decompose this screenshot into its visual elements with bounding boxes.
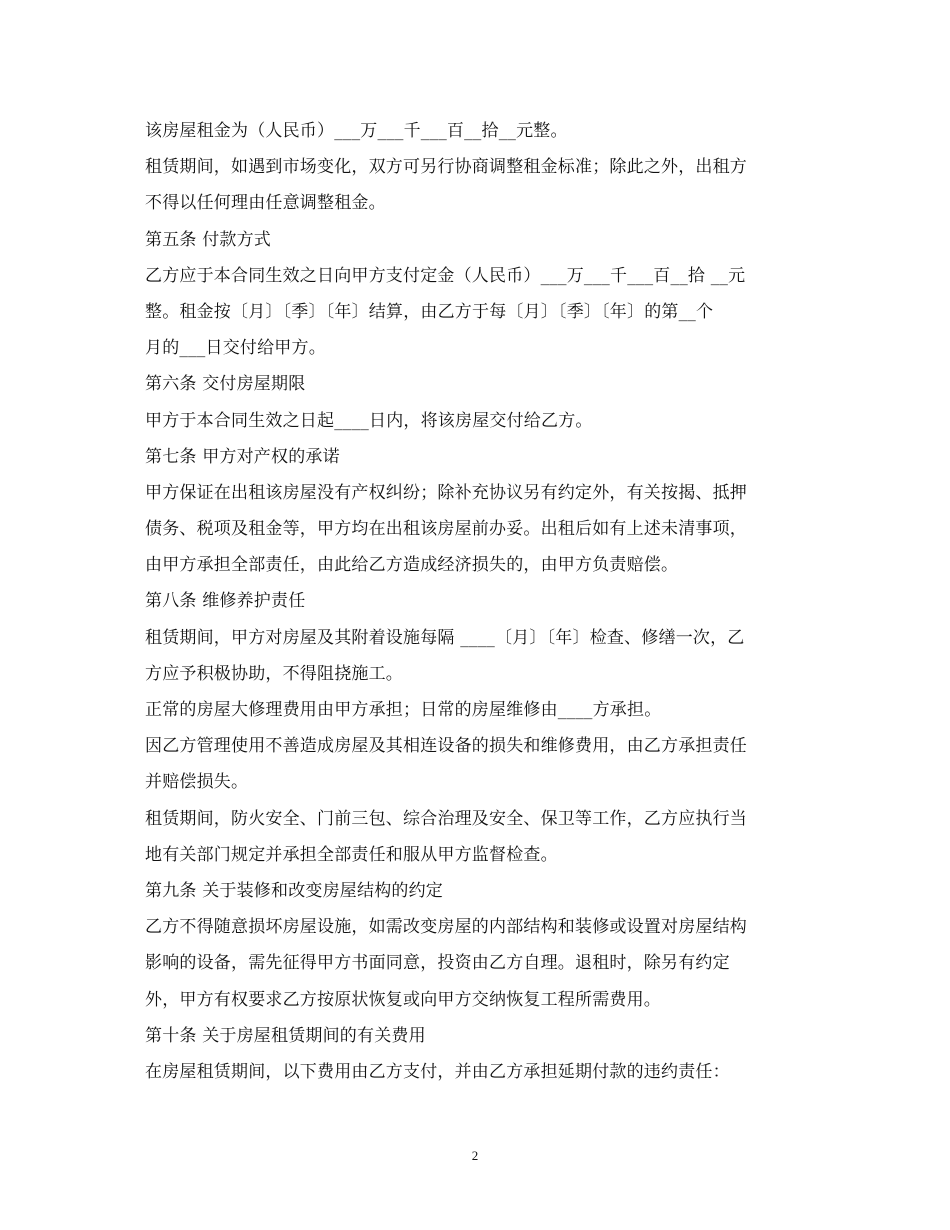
text-line: 由甲方承担全部责任，由此给乙方造成经济损失的，由甲方负责赔偿。 [145, 555, 679, 576]
text-line: 甲方于本合同生效之日起____日内，将该房屋交付给乙方。 [145, 410, 593, 431]
text-line: 乙方不得随意损坏房屋设施，如需改变房屋的内部结构和装修或设置对房屋结构 [145, 917, 747, 938]
section-heading: 第十条 关于房屋租赁期间的有关费用 [145, 1025, 426, 1046]
text-line: 外，甲方有权要求乙方按原状恢复或向甲方交纳恢复工程所需费用。 [145, 989, 661, 1010]
document-body [145, 113, 810, 1090]
text-line: 因乙方管理使用不善造成房屋及其相连设备的损失和维修费用，由乙方承担责任 [145, 736, 747, 757]
section-heading: 第八条 维修养护责任 [145, 591, 306, 612]
text-line: 租赁期间，甲方对房屋及其附着设施每隔 ____〔月〕〔年〕检查、修缮一次，乙 [145, 627, 745, 648]
section-heading: 第六条 交付房屋期限 [145, 374, 306, 395]
text-line: 正常的房屋大修理费用由甲方承担；日常的房屋维修由____方承担。 [145, 700, 662, 720]
text-line: 影响的设备，需先征得甲方书面同意，投资由乙方自理。退租时，除另有约定 [145, 953, 730, 974]
page-number: 2 [471, 1148, 479, 1163]
text-line: 月的___日交付给甲方。 [145, 338, 326, 359]
text-line: 乙方应于本合同生效之日向甲方支付定金（人民币）___万___千___百__拾 __元 [145, 265, 746, 286]
text-line: 地有关部门规定并承担全部责任和服从甲方监督检查。 [145, 844, 558, 865]
text-line: 甲方保证在出租该房屋没有产权纠纷；除补充协议另有约定外，有关按揭、抵押 [145, 482, 747, 503]
text-line: 该房屋租金为（人民币）___万___千___百__拾__元整。 [145, 121, 568, 141]
text-line: 方应予积极协助，不得阻挠施工。 [145, 663, 403, 684]
text-line: 债务、税项及租金等，甲方均在出租该房屋前办妥。出租后如有上述未清事项， [145, 519, 747, 540]
text-line: 并赔偿损失。 [145, 772, 249, 793]
section-heading: 第七条 甲方对产权的承诺 [145, 446, 340, 467]
section-heading: 第九条 关于装修和改变房屋结构的约定 [145, 880, 444, 901]
text-line: 整。租金按〔月〕〔季〕〔年〕结算，由乙方于每〔月〕〔季〕〔年〕的第__个 [145, 301, 714, 322]
text-line: 不得以任何理由任意调整租金。 [145, 193, 386, 214]
text-line: 租赁期间，防火安全、门前三包、综合治理及安全、保卫等工作，乙方应执行当 [145, 808, 747, 829]
text-line: 在房屋租赁期间，以下费用由乙方支付，并由乙方承担延期付款的违约责任： [145, 1061, 730, 1082]
text-line: 租赁期间，如遇到市场变化，双方可另行协商调整租金标准；除此之外，出租方 [145, 157, 747, 178]
section-heading: 第五条 付款方式 [145, 229, 272, 250]
